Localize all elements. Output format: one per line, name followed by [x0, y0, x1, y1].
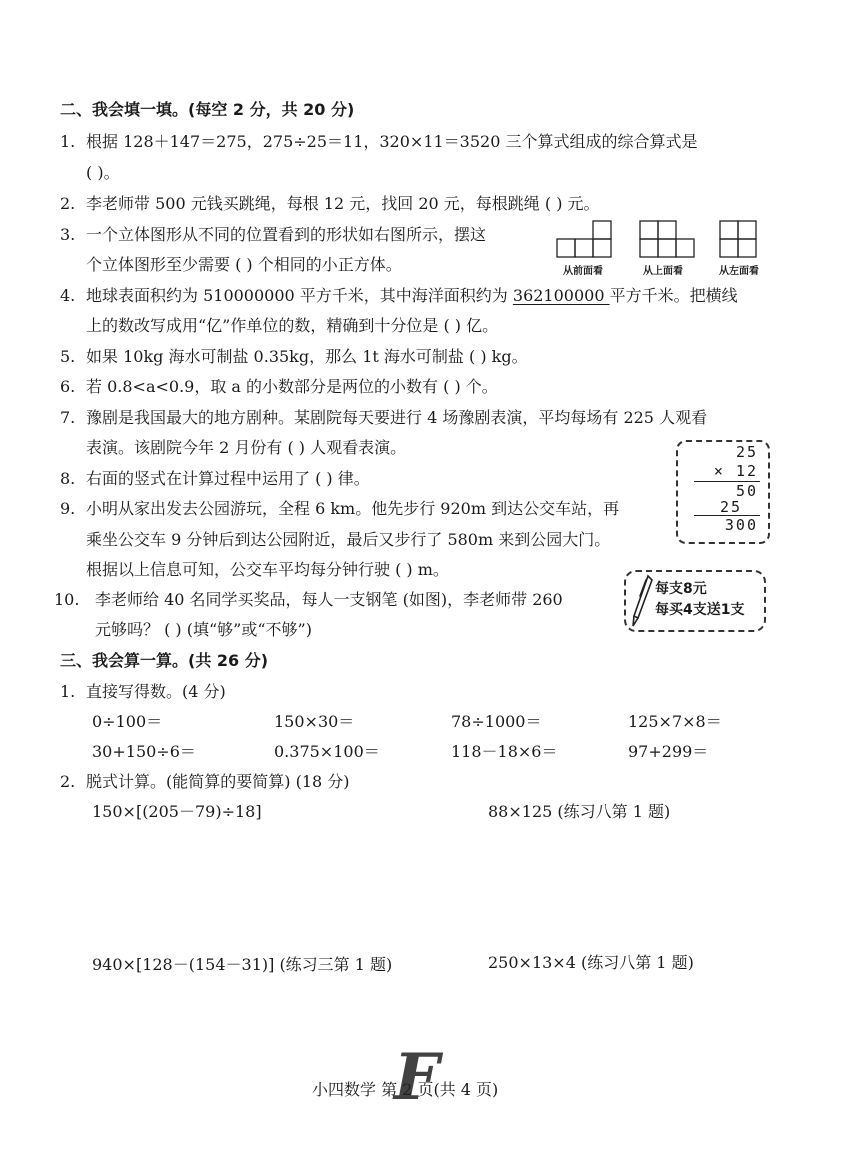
stamp-letter-f: F: [394, 1040, 440, 1115]
pen-price-line-1: 每支8元: [655, 581, 707, 597]
p2-title: 脱式计算。(能简算的要简算) (18 分): [86, 772, 350, 791]
q10-line-2: 元够吗？ ( ) (填“够”或“不够”): [95, 620, 312, 639]
q4-line-2: 上的数改写成用“亿”作单位的数，精确到十分位是 ( ) 亿。: [86, 316, 499, 335]
mental-math-item: 0.375×100＝: [274, 742, 380, 761]
mental-math-item: 97+299＝: [628, 742, 709, 761]
q5-number: 5.: [60, 347, 76, 366]
q8-text: 右面的竖式在计算过程中运用了 ( ) 律。: [86, 469, 370, 488]
q9-number: 9.: [60, 499, 76, 518]
q10-number: 10.: [54, 590, 80, 609]
mental-math-item: 30+150÷6＝: [92, 742, 196, 761]
q4-number: 4.: [60, 286, 76, 305]
vertical-row-partial-2: 25: [719, 498, 742, 516]
q1-number: 1.: [60, 132, 76, 151]
pen-price-line-2: 每买4支送1支: [655, 602, 745, 618]
expression-1: 150×[(205－79)÷18]: [92, 802, 262, 821]
pen-icon: [628, 572, 658, 630]
q3-line-1: 一个立体图形从不同的位置看到的形状如右图所示，摆这: [86, 225, 487, 244]
underlined-number: 362100000: [512, 286, 610, 305]
front-view-caption: 从前面看: [563, 266, 603, 277]
p1-number: 1.: [60, 682, 76, 701]
q7-line-2: 表演。该剧院今年 2 月份有 ( ) 人观看表演。: [86, 438, 407, 457]
q2-number: 2.: [60, 194, 76, 213]
section-2-heading: 二、我会填一填。(每空 2 分，共 20 分): [60, 100, 355, 119]
q3-number: 3.: [60, 225, 76, 244]
q9-line-2: 乘坐公交车 9 分钟后到达公园附近，最后又步行了 580m 来到公园大门。: [86, 530, 611, 549]
q9-line-3: 根据以上信息可知，公交车平均每分钟行驶 ( ) m。: [86, 560, 449, 579]
q8-number: 8.: [60, 469, 76, 488]
mental-math-item: 0÷100＝: [92, 712, 163, 731]
top-view-figure: [638, 215, 708, 263]
vertical-row-multiplicand: 25: [735, 443, 758, 461]
q1-line-2: ( )。: [86, 163, 120, 182]
q6-number: 6.: [60, 377, 76, 396]
mental-math-item: 78÷1000＝: [451, 712, 542, 731]
vertical-row-multiplier: × 12: [713, 462, 758, 480]
top-view-caption: 从上面看: [643, 266, 683, 277]
left-view-figure: [718, 215, 778, 263]
q2-text: 李老师带 500 元钱买跳绳，每根 12 元，找回 20 元，每根跳绳 ( ) 元。: [86, 194, 600, 213]
mental-math-item: 118－18×6＝: [451, 742, 558, 761]
p1-title: 直接写得数。(4 分): [86, 682, 226, 701]
section-3-heading: 三、我会算一算。(共 26 分): [60, 651, 269, 670]
expression-3: 940×[128－(154－31)] (练习三第 1 题): [92, 955, 393, 974]
q7-line-1: 豫剧是我国最大的地方剧种。某剧院每天要进行 4 场豫剧表演，平均每场有 225 人观看: [86, 408, 708, 427]
p2-number: 2.: [60, 772, 76, 791]
q3-line-2: 个立体图形至少需要 ( ) 个相同的小正方体。: [86, 255, 402, 274]
q9-line-1: 小明从家出发去公园游玩，全程 6 km。他先步行 920m 到达公交车站，再: [86, 499, 620, 518]
page-footer: 小四数学 第 2 页(共 4 页): [312, 1080, 499, 1099]
q6-text: 若 0.8<a<0.9，取 a 的小数部分是两位的小数有 ( ) 个。: [86, 377, 498, 396]
mental-math-item: 150×30＝: [274, 712, 355, 731]
left-view-caption: 从左面看: [719, 266, 759, 277]
expression-2: 88×125 (练习八第 1 题): [488, 802, 671, 821]
expression-4: 250×13×4 (练习八第 1 题): [488, 953, 694, 972]
vertical-row-result: 300: [724, 516, 758, 534]
q5-text: 如果 10kg 海水可制盐 0.35kg，那么 1t 海水可制盐 ( ) kg。: [86, 347, 528, 366]
q7-number: 7.: [60, 408, 76, 427]
mental-math-item: 125×7×8＝: [628, 712, 722, 731]
q4-line-1: 地球表面积约为 510000000 平方千米，其中海洋面积约为 362100000 平方千米。把横线: [86, 286, 738, 305]
q1-line-1: 根据 128＋147＝275，275÷25＝11，320×11＝3520 三个算式组成的综合算式是: [86, 132, 698, 151]
q10-line-1: 李老师给 40 名同学买奖品，每人一支钢笔 (如图)，李老师带 260: [95, 590, 563, 609]
vertical-row-partial-1: 50: [735, 482, 758, 500]
